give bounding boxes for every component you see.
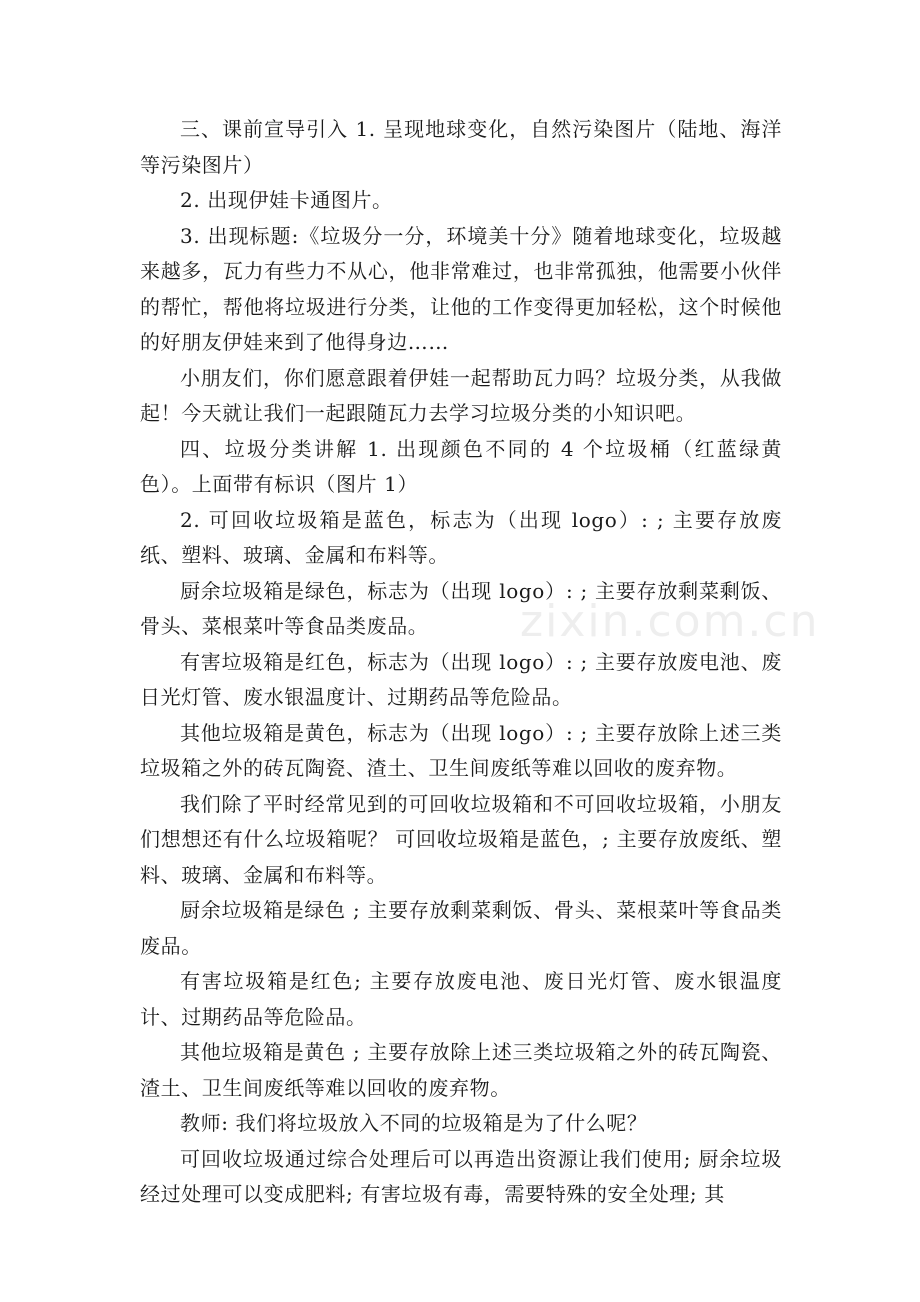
paragraph: 三、课前宣导引入 1. 呈现地球变化，自然污染图片（陆地、海洋等污染图片） bbox=[140, 117, 782, 177]
document-body bbox=[140, 112, 782, 1213]
paragraph: 小朋友们，你们愿意跟着伊娃一起帮助瓦力吗？垃圾分类，从我做起！今天就让我们一起跟随瓦力去学习垃圾分类的小知识吧。 bbox=[140, 365, 782, 425]
paragraph: 2. 出现伊娃卡通图片。 bbox=[180, 188, 393, 212]
paragraph: 有害垃圾箱是红色，标志为（出现 logo）: ; 主要存放废电池、废日光灯管、废水银温度计、过期药品等危险品。 bbox=[140, 649, 782, 709]
watermark: zixin.com.cn bbox=[520, 596, 820, 647]
paragraph: 四、垃圾分类讲解 1. 出现颜色不同的 4 个垃圾桶（红蓝绿黄色）。上面带有标识（图片 1） bbox=[140, 436, 782, 496]
paragraph: 3. 出现标题:《垃圾分一分，环境美十分》随着地球变化，垃圾越来越多，瓦力有些力不从心，他非常难过，也非常孤独，他需要小伙伴的帮忙，帮他将垃圾进行分类，让他的工作变得更加轻松，这个时候他的好朋友伊娃来到了他得身边…… bbox=[140, 223, 782, 354]
paragraph: 可回收垃圾通过综合处理后可以再造出资源让我们使用; 厨余垃圾经过处理可以变成肥料; 有害垃圾有毒，需要特殊的安全处理; 其 bbox=[140, 1146, 782, 1206]
paragraph: 教师: 我们将垃圾放入不同的垃圾箱是为了什么呢？ bbox=[180, 1111, 648, 1135]
paragraph: 厨余垃圾箱是绿色，标志为（出现 logo）: ; 主要存放剩菜剩饭、骨头、菜根菜叶等食品类废品。 bbox=[140, 578, 782, 638]
paragraph: 我们除了平时经常见到的可回收垃圾箱和不可回收垃圾箱，小朋友们想想还有什么垃圾箱呢？ 可回收垃圾箱是蓝色，; 主要存放废纸、塑料、玻璃、金属和布料等。 bbox=[140, 791, 782, 887]
paragraph: 厨余垃圾箱是绿色 ; 主要存放剩菜剩饭、骨头、菜根菜叶等食品类废品。 bbox=[140, 898, 782, 958]
paragraph: 其他垃圾箱是黄色 ; 主要存放除上述三类垃圾箱之外的砖瓦陶瓷、渣土、卫生间废纸等难以回收的废弃物。 bbox=[140, 1040, 782, 1100]
paragraph: 2. 可回收垃圾箱是蓝色，标志为（出现 logo）: ; 主要存放废纸、塑料、玻璃、金属和布料等。 bbox=[140, 507, 782, 567]
paragraph: 有害垃圾箱是红色; 主要存放废电池、废日光灯管、废水银温度计、过期药品等危险品。 bbox=[140, 969, 782, 1029]
paragraph: 其他垃圾箱是黄色，标志为（出现 logo）: ; 主要存放除上述三类垃圾箱之外的砖瓦陶瓷、渣土、卫生间废纸等难以回收的废弃物。 bbox=[140, 720, 782, 780]
